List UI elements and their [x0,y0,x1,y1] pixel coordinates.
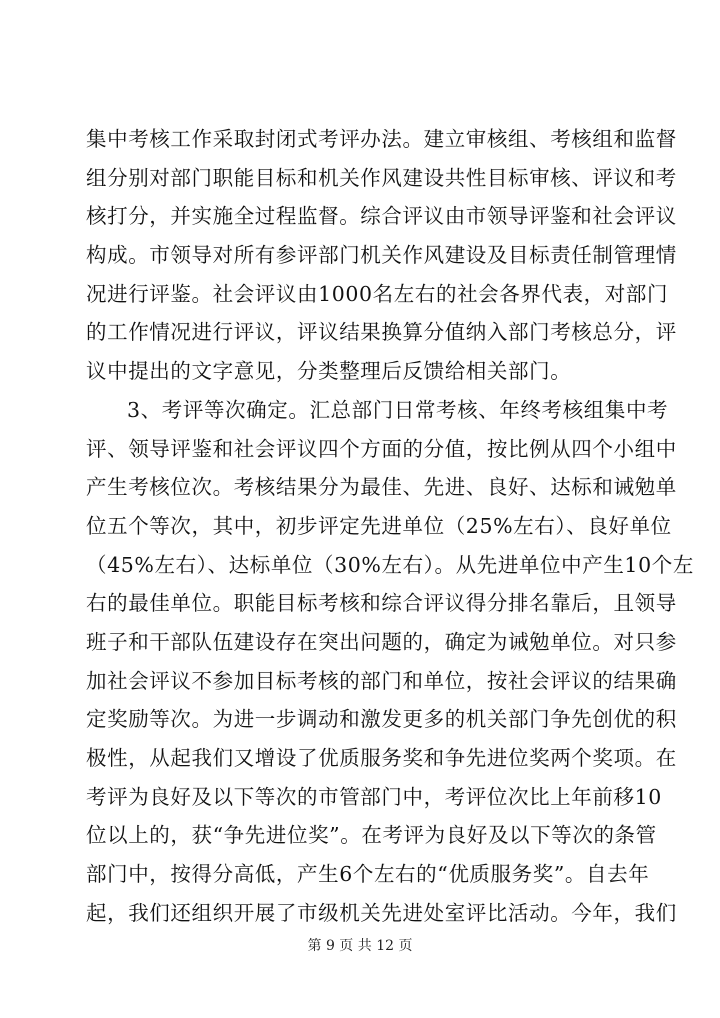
text-line: 右的最佳单位。职能目标考核和综合评议得分排名靠后，且领导 [86,591,677,616]
text-line: 位五个等次，其中，初步评定先进单位（25%左右）、良好单位 [86,513,672,538]
text-line: 议中提出的文字意见，分类整理后反馈给相关部门。 [86,359,572,384]
text-line: 极性，从起我们又增设了优质服务奖和争先进位奖两个奖项。在 [86,746,677,770]
text-line: （45%左右）、达标单位（30%左右）。从先进单位中产生10个左 [86,552,694,577]
paragraph-heading-line: 3、考评等次确定。汇总部门日常考核、年终考核组集中考 [127,397,669,422]
text-line: 况进行评鉴。社会评议由1000名左右的社会各界代表，对部门 [86,281,669,306]
text-line: 核打分，并实施全过程监督。综合评议由市领导评鉴和社会评议 [86,204,677,229]
text-line: 组分别对部门职能目标和机关作风建设共性目标审核、评议和考 [86,165,677,190]
text-line: 班子和干部队伍建设存在突出问题的，确定为诫勉单位。对只参 [86,629,677,654]
text-line: 位以上的，获“争先进位奖”。在考评为良好及以下等次的条管 [86,823,657,848]
text-line: 的工作情况进行评议，评议结果换算分值纳入部门考核总分，评 [86,320,677,345]
text-line: 集中考核工作采取封闭式考评办法。建立审核组、考核组和监督 [86,127,677,151]
page-number-footer: 第 9 页 共 12 页 [307,938,413,954]
text-line: 起，我们还组织开展了市级机关先进处室评比活动。今年，我们 [86,900,677,925]
text-line: 考评为良好及以下等次的市管部门中，考评位次比上年前移10 [86,784,662,809]
text-line: 评、领导评鉴和社会评议四个方面的分值，按比例从四个小组中 [86,436,677,461]
text-line: 产生考核位次。考核结果分为最佳、先进、良好、达标和诫勉单 [86,475,677,500]
text-line: 构成。市领导对所有参评部门机关作风建设及目标责任制管理情 [86,243,677,268]
body-text [86,120,694,932]
text-line: 加社会评议不参加目标考核的部门和单位，按社会评议的结果确 [86,668,677,693]
text-line: 定奖励等次。为进一步调动和激发更多的机关部门争先创优的积 [86,707,677,732]
text-line: 部门中，按得分高低，产生6个左右的“优质服务奖”。自去年 [86,862,650,887]
